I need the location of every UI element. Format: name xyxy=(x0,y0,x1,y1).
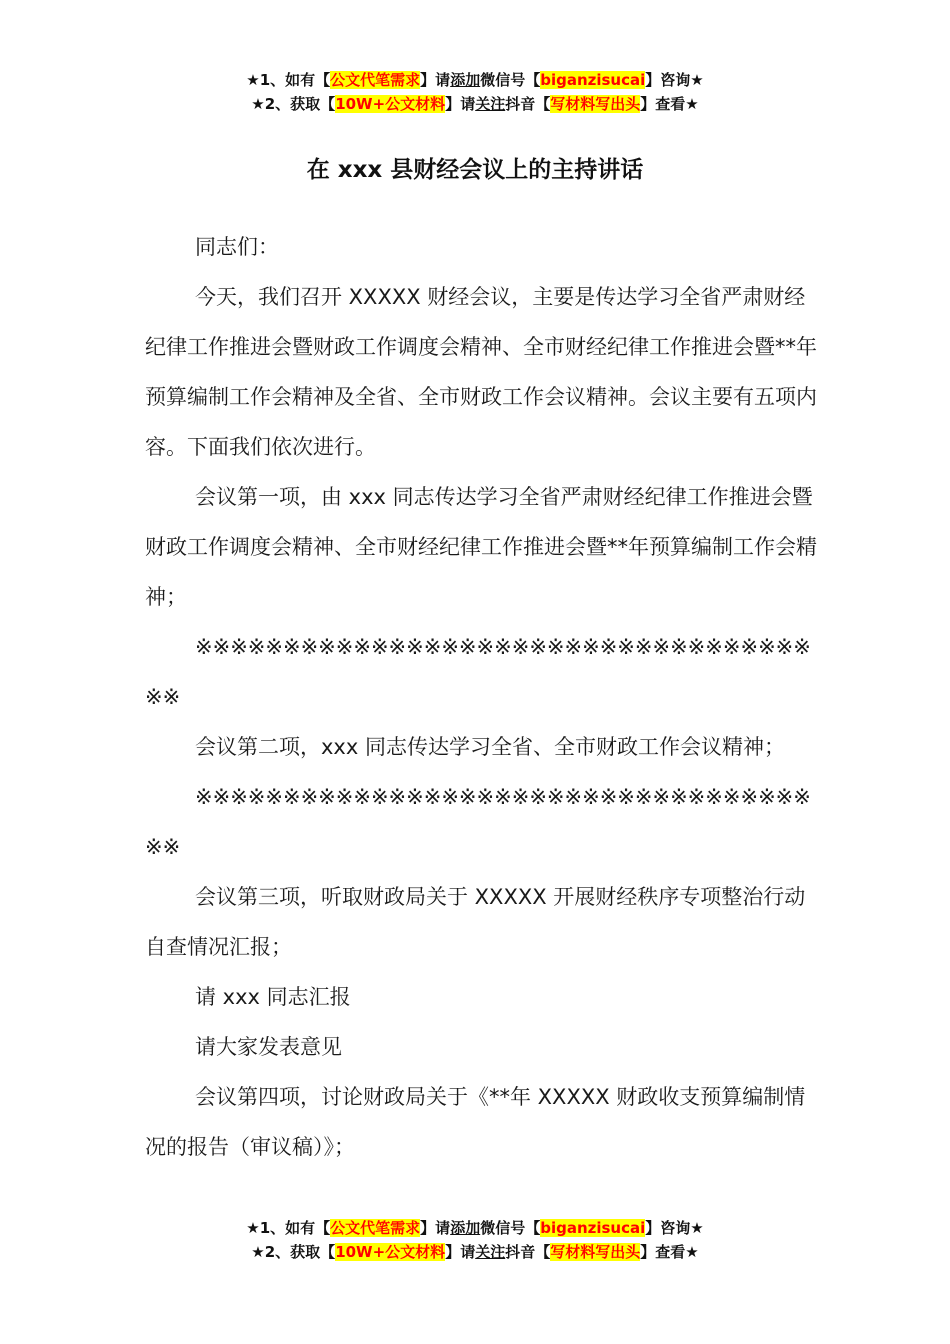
document-body xyxy=(145,222,825,1172)
banner-line-2 xyxy=(0,1240,950,1264)
paragraph-separator: ※※※※※※※※※※※※※※※※※※※※※※※※※※※※※※※※※※※※※ xyxy=(145,785,811,859)
banner-highlight: biganzisucai xyxy=(540,1219,646,1237)
banner-underlined: 关注 xyxy=(475,95,506,113)
banner-highlight: 公文代笔需求 xyxy=(330,71,421,89)
paragraph-instruction: 请大家发表意见 xyxy=(195,1035,342,1059)
banner-underlined: 关注 xyxy=(475,1243,506,1261)
paragraph-item-2: 会议第二项，xxx 同志传达学习全省、全市财政工作会议精神； xyxy=(195,735,785,759)
banner-text: 】咨询★ xyxy=(645,1219,704,1237)
banner-text: 抖音【 xyxy=(505,95,551,113)
banner-highlight: 写材料写出头 xyxy=(550,95,641,113)
footer-banner xyxy=(0,1216,950,1264)
banner-text: 微信号【 xyxy=(480,1219,541,1237)
banner-text: ★1、如有【 xyxy=(246,71,331,89)
banner-line-2 xyxy=(0,92,950,116)
banner-text: 抖音【 xyxy=(505,1243,551,1261)
banner-underlined: 添加 xyxy=(450,1219,481,1237)
banner-text: ★2、获取【 xyxy=(251,95,336,113)
banner-text: 】咨询★ xyxy=(645,71,704,89)
banner-underlined: 添加 xyxy=(450,71,481,89)
banner-highlight: 10W+公文材料 xyxy=(335,1243,446,1261)
banner-highlight: 写材料写出头 xyxy=(550,1243,641,1261)
paragraph-instruction: 请 xxx 同志汇报 xyxy=(195,985,351,1009)
banner-text: 】查看★ xyxy=(640,95,699,113)
document-title: 在 xxx 县财经会议上的主持讲话 xyxy=(306,157,644,183)
banner-text: ★1、如有【 xyxy=(246,1219,331,1237)
banner-line-1 xyxy=(0,1216,950,1240)
paragraph-item-3: 会议第三项，听取财政局关于 XXXXX 开展财经秩序专项整治行动自查情况汇报； xyxy=(145,885,806,959)
banner-highlight: 10W+公文材料 xyxy=(335,95,446,113)
banner-text: 】请 xyxy=(420,71,451,89)
banner-text: 微信号【 xyxy=(480,71,541,89)
paragraph-separator: ※※※※※※※※※※※※※※※※※※※※※※※※※※※※※※※※※※※※※ xyxy=(145,635,811,709)
paragraph-item-4: 会议第四项，讨论财政局关于《**年 XXXXX 财政收支预算编制情况的报告（审议稿）》； xyxy=(145,1085,806,1159)
banner-text: 】请 xyxy=(445,95,476,113)
banner-highlight: 公文代笔需求 xyxy=(330,1219,421,1237)
banner-text: 】请 xyxy=(420,1219,451,1237)
banner-text: 】请 xyxy=(445,1243,476,1261)
paragraph-intro: 今天，我们召开 XXXXX 财经会议，主要是传达学习全省严肃财经纪律工作推进会暨财政工作调度会精神、全市财经纪律工作推进会暨**年预算编制工作会精神及全省、全市财政工作会议精神。会议主要有五项内容。下面我们依次进行。 xyxy=(145,285,817,459)
banner-line-1 xyxy=(0,68,950,92)
banner-text: ★2、获取【 xyxy=(251,1243,336,1261)
banner-text: 】查看★ xyxy=(640,1243,699,1261)
banner-highlight: biganzisucai xyxy=(540,71,646,89)
header-banner xyxy=(0,68,950,116)
paragraph-greeting: 同志们： xyxy=(195,235,279,259)
paragraph-item-1: 会议第一项，由 xxx 同志传达学习全省严肃财经纪律工作推进会暨财政工作调度会精神、全市财经纪律工作推进会暨**年预算编制工作会精神； xyxy=(145,485,817,609)
